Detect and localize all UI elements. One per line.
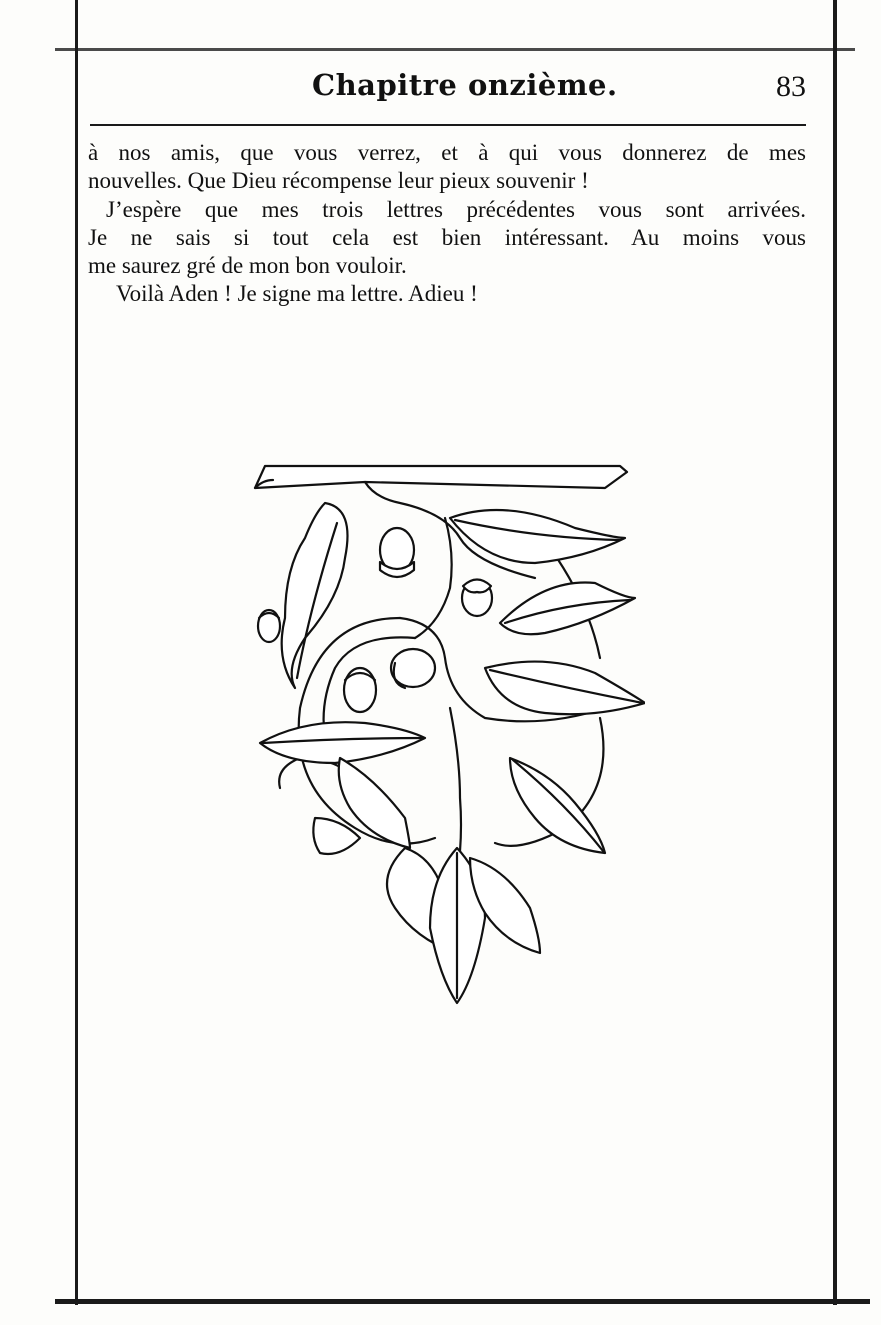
- top-border-rule: [55, 48, 855, 51]
- body-text: [88, 139, 806, 309]
- text-line: Voilà Aden ! Je signe ma lettre. Adieu !: [116, 281, 478, 307]
- header-rule: [90, 124, 806, 126]
- chapter-title: Chapitre onzième.: [312, 68, 618, 102]
- text-line: Je ne sais si tout cela est bien intéressant. Au moins vous: [88, 224, 806, 250]
- bottom-border-rule: [55, 1299, 870, 1304]
- right-border-rule: [833, 0, 837, 1305]
- running-head: [90, 66, 806, 120]
- text-line: à nos amis, que vous verrez, et à qui vous donnerez de mes: [88, 140, 806, 165]
- page-number: 83: [776, 70, 806, 103]
- oak-branch-acorns-icon: [245, 458, 645, 1008]
- left-border-rule: [75, 0, 78, 1305]
- text-line: nouvelles. Que Dieu récompense leur pieux souvenir !: [88, 168, 589, 194]
- text-line: me saurez gré de mon bon vouloir.: [88, 253, 407, 279]
- text-line: J’espère que mes trois lettres précédentes vous sont arrivées.: [106, 196, 806, 222]
